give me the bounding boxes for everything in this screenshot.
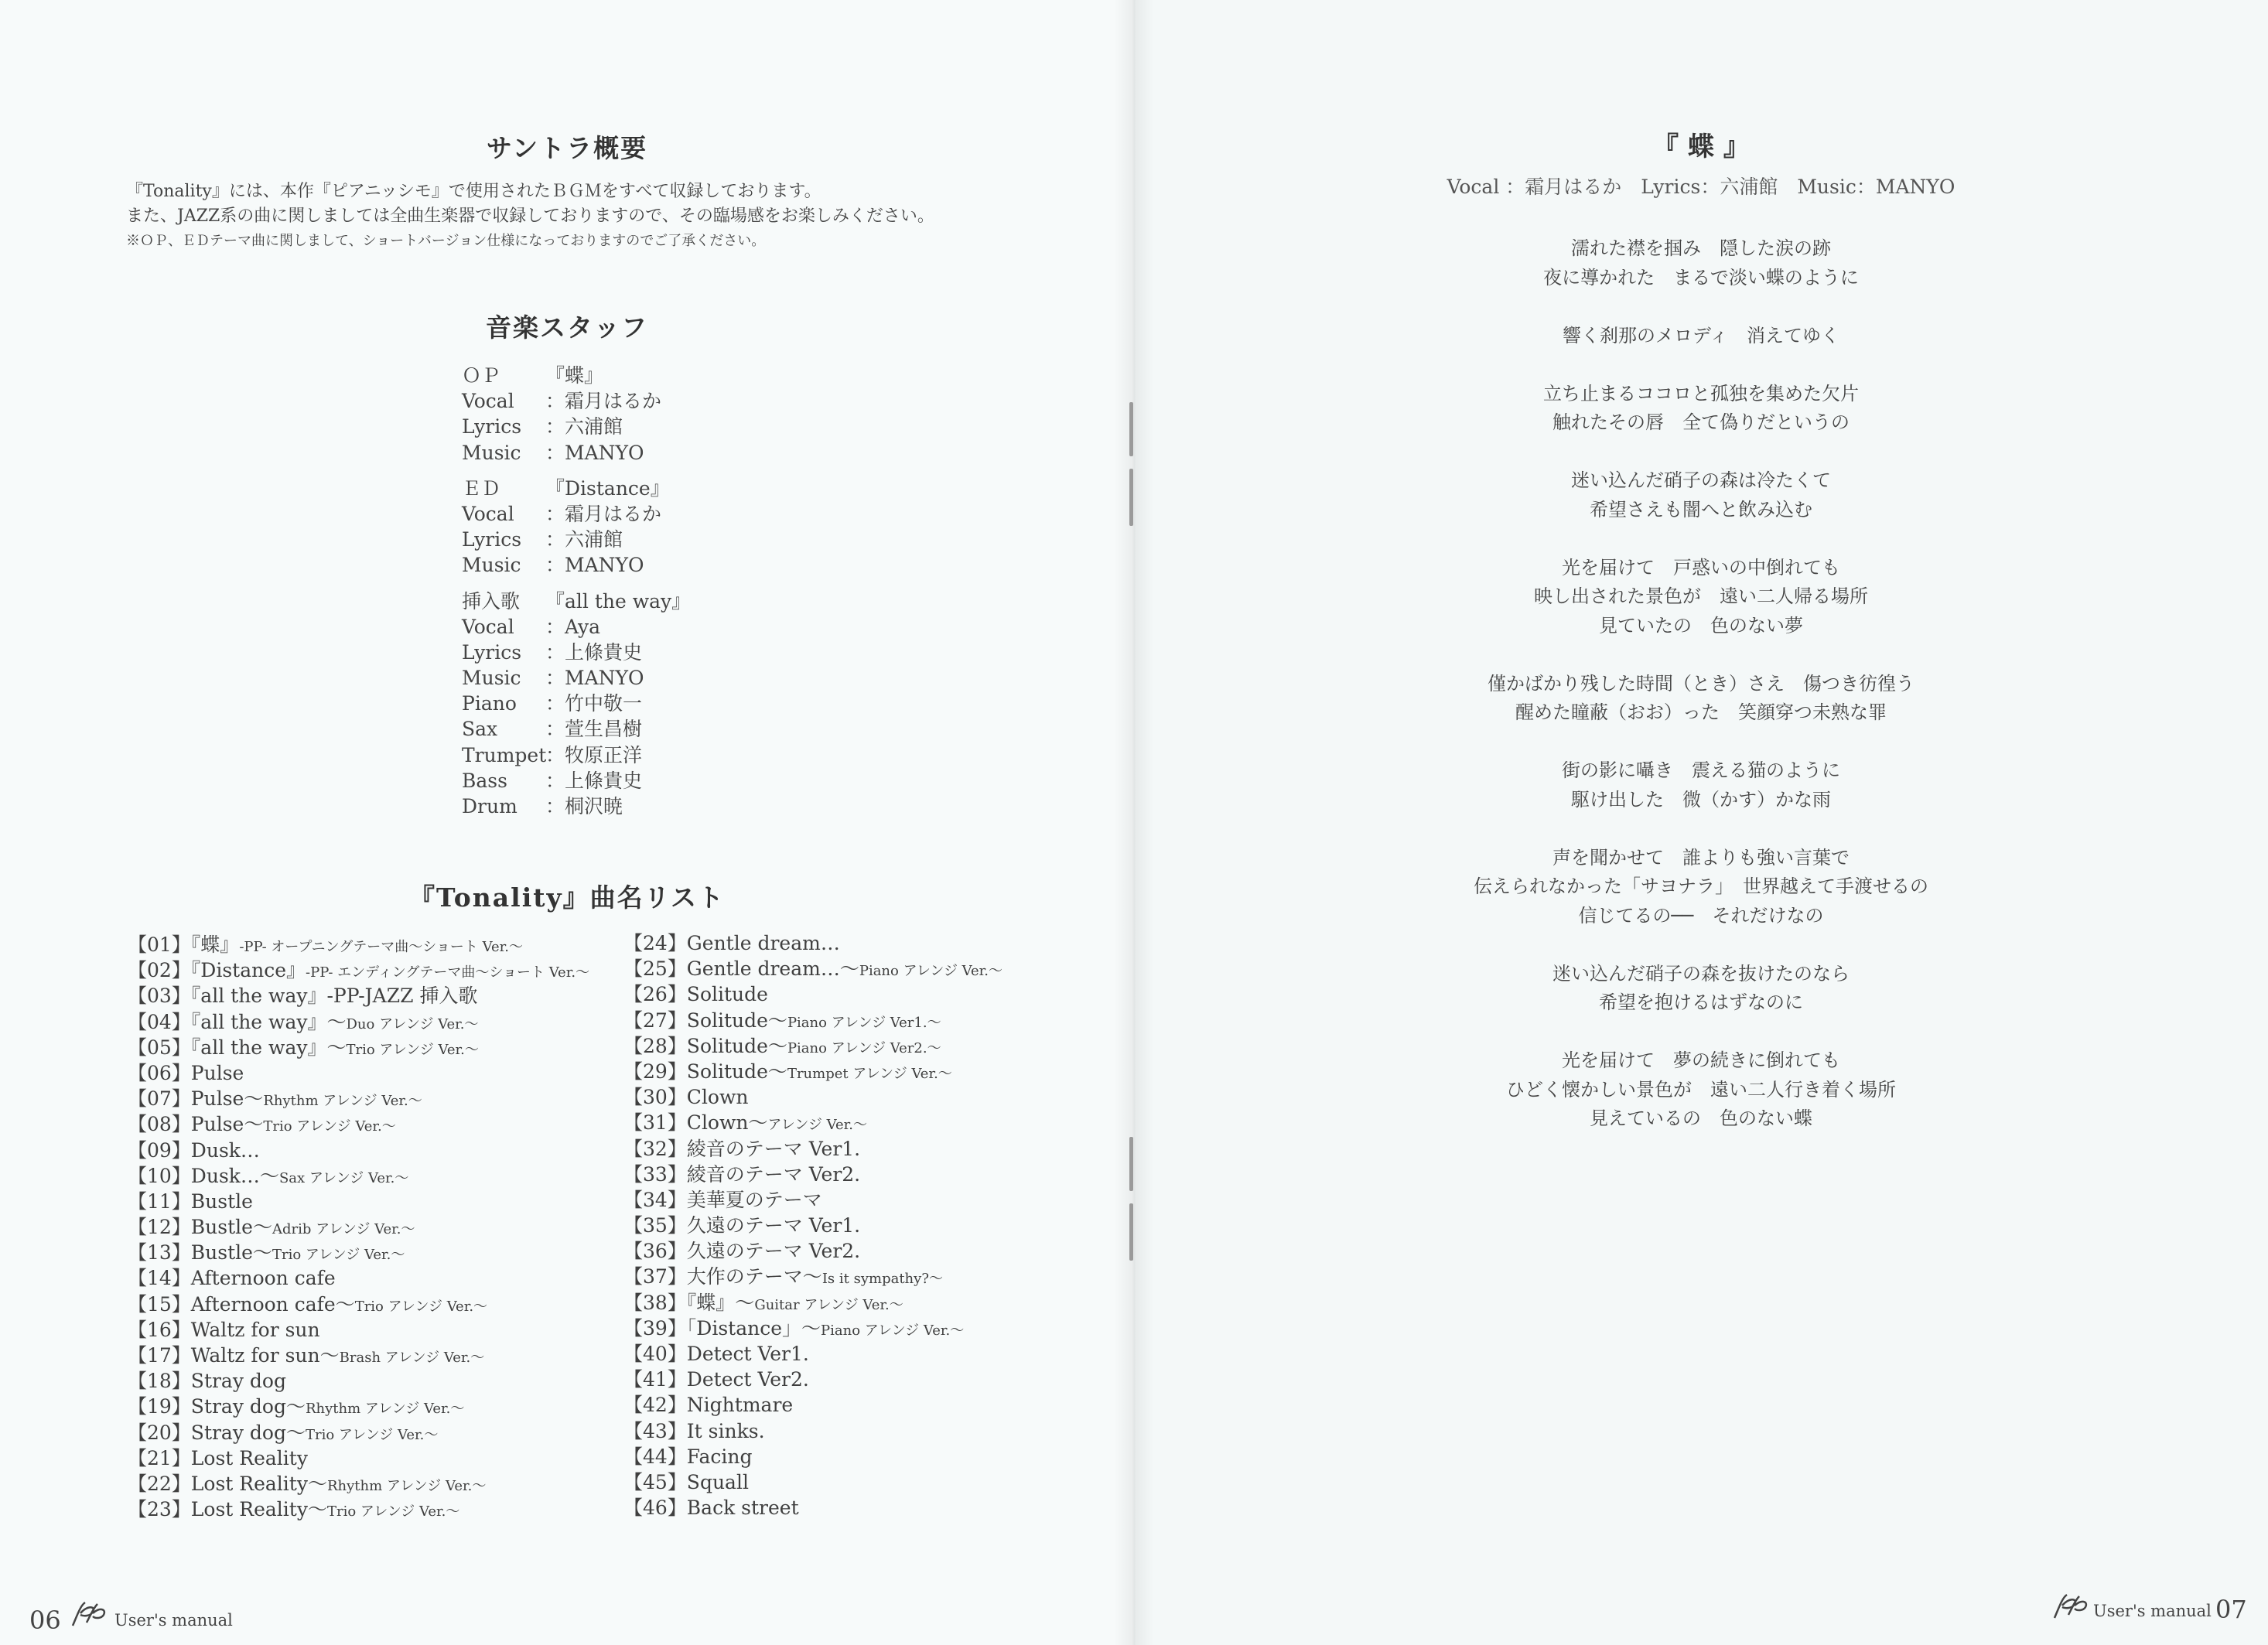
staff-value: ：Aya — [545, 615, 601, 638]
staff-row — [462, 793, 691, 819]
lyric-line: 駆け出した 微（かす）かな雨 — [1571, 788, 1831, 811]
staff-role: ＯＰ — [462, 364, 501, 387]
lyric-line: 光を届けて 夢の続きに倒れても — [1562, 1049, 1840, 1071]
intro-line: 『Tonality』には、本作『ピアニッシモ』で使用されたＢＧＭをすべて収録しております。 — [126, 182, 821, 201]
song-title: 『 蝶 』 — [1652, 131, 1750, 162]
staff-value: ：六浦館 — [545, 415, 623, 439]
staff-role: Music — [462, 441, 521, 464]
track-item — [623, 1290, 1002, 1316]
track-title: 【27】Solitude～ — [623, 1009, 787, 1032]
staff-row — [462, 414, 691, 439]
track-item — [128, 1292, 589, 1317]
lyric-stanza — [1134, 322, 2268, 351]
staple — [1129, 1203, 1133, 1261]
staff-row — [462, 589, 691, 614]
track-item — [623, 930, 1002, 956]
track-subtitle: Piano アレンジ Ver.～ — [859, 963, 1003, 980]
track-item — [128, 1394, 589, 1419]
track-item — [623, 1059, 1002, 1084]
track-item — [128, 983, 589, 1009]
track-item — [623, 1213, 1002, 1238]
track-item — [128, 1138, 589, 1163]
staff-row — [462, 363, 691, 388]
track-item — [128, 1471, 589, 1497]
staff-role: Vocal — [462, 502, 514, 525]
track-item — [128, 1009, 589, 1035]
track-item — [128, 1497, 589, 1522]
track-title: 【30】Clown — [623, 1086, 749, 1109]
lyric-line: 伝えられなかった「サヨナラ」 世界越えて手渡せるの — [1474, 875, 1928, 897]
footer-label-left: User's manual — [114, 1611, 233, 1630]
track-title: 【13】Bustle～ — [128, 1241, 272, 1264]
track-title: 【16】Waltz for sun — [128, 1318, 320, 1341]
staple — [1129, 1137, 1133, 1191]
staff-heading: 音楽スタッフ — [486, 312, 648, 343]
staff-role: Lyrics — [462, 640, 522, 664]
staff-row — [462, 768, 691, 793]
track-title: 【19】Stray dog～ — [128, 1395, 306, 1418]
lyric-stanza — [1134, 1046, 2268, 1134]
pp-logo-icon — [70, 1599, 107, 1629]
staff-role: Drum — [462, 795, 517, 817]
track-title: 【12】Bustle～ — [128, 1216, 272, 1239]
lyric-stanza — [1134, 466, 2268, 524]
lyric-line: ひどく懐かしい景色が 遠い二人行き着く場所 — [1506, 1078, 1896, 1101]
pp-logo-icon — [2051, 1592, 2089, 1621]
lyric-line: 信じてるの── それだけなの — [1578, 904, 1824, 927]
track-title: 【10】Dusk…～ — [128, 1164, 279, 1187]
track-title: 【46】Back street — [623, 1497, 799, 1520]
track-item — [128, 1420, 589, 1445]
staff-role: ＥＤ — [462, 476, 501, 500]
track-subtitle: Trio アレンジ Ver.～ — [272, 1247, 405, 1264]
track-title: 【42】Nightmare — [623, 1394, 794, 1417]
track-subtitle: -PP- エンディングテーマ曲～ショート Ver.～ — [306, 964, 590, 981]
track-item — [623, 1110, 1002, 1135]
lyric-line: 映し出された景色が 遠い二人帰る場所 — [1534, 585, 1868, 607]
footer-label-right: User's manual — [2093, 1602, 2212, 1620]
track-title: 【24】Gentle dream… — [623, 932, 840, 954]
track-title: 【06】Pulse — [128, 1061, 244, 1084]
track-item — [623, 1367, 1002, 1392]
track-item — [623, 1418, 1002, 1444]
track-item — [128, 1240, 589, 1265]
track-title: 【40】Detect Ver1. — [623, 1343, 809, 1365]
staff-list — [462, 363, 691, 819]
track-subtitle: Piano アレンジ Ver2.～ — [787, 1039, 941, 1056]
track-subtitle: アレンジ Ver.～ — [767, 1117, 867, 1134]
track-item — [623, 1008, 1002, 1033]
track-item — [128, 1317, 589, 1343]
lyric-line: 立ち止まるココロと孤独を集めた欠片 — [1543, 382, 1859, 404]
track-item — [128, 1086, 589, 1111]
track-subtitle: -PP- オープニングテーマ曲～ショート Ver.～ — [239, 939, 523, 955]
track-title: 【01】『蝶』 — [128, 933, 240, 956]
track-title: 【35】久遠のテーマ Ver1. — [623, 1214, 861, 1237]
staff-row — [462, 552, 691, 578]
track-title: 【11】Bustle — [128, 1189, 253, 1213]
staff-role: Lyrics — [462, 415, 522, 439]
track-title: 【33】綾音のテーマ Ver2. — [623, 1162, 861, 1186]
lyric-line: 夜に導かれた まるで淡い蝶のように — [1543, 266, 1859, 288]
lyric-stanza — [1134, 670, 2268, 728]
track-subtitle: Piano アレンジ Ver.～ — [821, 1322, 965, 1339]
lyric-line: 触れたその唇 全て偽りだというの — [1552, 411, 1850, 433]
track-item — [623, 1495, 1002, 1520]
track-item — [623, 1264, 1002, 1289]
lyric-line: 醒めた瞳蔽（おお）った 笑顔穿つ未熟な罪 — [1515, 701, 1887, 723]
staff-role: Sax — [462, 718, 498, 741]
lyric-stanza — [1134, 554, 2268, 641]
track-subtitle: Rhythm アレンジ Ver.～ — [263, 1093, 422, 1110]
track-title: 【21】Lost Reality — [128, 1446, 308, 1469]
track-title: 【26】Solitude — [623, 983, 768, 1006]
intro-text — [126, 179, 934, 254]
staff-role: Music — [462, 667, 521, 690]
track-title: 【04】『all the way』～ — [128, 1010, 347, 1033]
track-item — [623, 1136, 1002, 1162]
track-title: 【22】Lost Reality～ — [128, 1472, 327, 1495]
lyric-line: 見えているの 色のない蝶 — [1590, 1107, 1812, 1129]
track-subtitle: Duo アレンジ Ver.～ — [346, 1015, 479, 1032]
staff-role: Music — [462, 554, 521, 577]
track-subtitle: Is it sympathy?～ — [821, 1271, 943, 1288]
staff-row — [462, 440, 691, 466]
staff-value: ：霜月はるか — [545, 390, 662, 413]
lyric-line: 迷い込んだ硝子の森は冷たくて — [1571, 469, 1831, 491]
staff-value: ：竹中敬一 — [545, 692, 643, 715]
track-title: 【41】Detect Ver2. — [623, 1368, 809, 1391]
track-item — [623, 1341, 1002, 1367]
lyric-stanza — [1134, 234, 2268, 292]
track-title: 【32】綾音のテーマ Ver1. — [623, 1137, 861, 1160]
staff-role: Bass — [462, 769, 507, 792]
track-item — [623, 1187, 1002, 1213]
track-item — [623, 1469, 1002, 1495]
soundtrack-heading: サントラ概要 — [486, 133, 648, 163]
track-subtitle: Sax アレンジ Ver.～ — [278, 1169, 409, 1186]
track-title: 【05】『all the way』～ — [128, 1036, 347, 1059]
track-title: 【08】Pulse～ — [128, 1113, 264, 1136]
lyric-line: 街の影に囁き 震える猫のように — [1562, 759, 1840, 781]
staff-role: Vocal — [462, 615, 514, 638]
staff-role: Piano — [462, 692, 517, 715]
track-item — [128, 1111, 589, 1137]
track-item — [128, 1035, 589, 1060]
lyrics — [1134, 234, 2268, 1162]
staff-row — [462, 614, 691, 640]
staff-row — [462, 476, 691, 501]
track-title: 【36】久遠のテーマ Ver2. — [623, 1240, 861, 1263]
intro-line: また、JAZZ系の曲に関しましては全曲生楽器で収録しておりますので、その臨場感をお楽しみください。 — [126, 206, 934, 226]
staff-row — [462, 665, 691, 691]
staff-value: 『Distance』 — [545, 476, 670, 500]
track-subtitle: Trio アレンジ Ver.～ — [326, 1503, 460, 1520]
staff-value: 『all the way』 — [545, 589, 692, 613]
staple — [1129, 469, 1133, 526]
track-item — [623, 1033, 1002, 1059]
staff-value: ：MANYO — [545, 554, 644, 577]
track-title: 【23】Lost Reality～ — [128, 1498, 327, 1521]
track-subtitle: Rhythm アレンジ Ver.～ — [326, 1477, 487, 1494]
staff-row — [462, 691, 691, 716]
track-subtitle: Guitar アレンジ Ver.～ — [754, 1296, 903, 1313]
track-item — [128, 1445, 589, 1471]
track-title: 【44】Facing — [623, 1445, 753, 1468]
track-item — [128, 932, 589, 957]
track-item — [623, 1084, 1002, 1110]
lyric-line: 濡れた襟を掴み 隠した涙の跡 — [1571, 237, 1831, 259]
tracklist-column-1 — [128, 932, 589, 1522]
staff-row — [462, 388, 691, 414]
track-title: 【02】『Distance』 — [128, 959, 306, 982]
track-item — [623, 1238, 1002, 1264]
staff-row — [462, 527, 691, 552]
track-item — [128, 1368, 589, 1394]
track-title: 【43】It sinks. — [623, 1419, 765, 1442]
lyric-line: 見ていたの 色のない夢 — [1599, 614, 1803, 636]
right-page — [1134, 0, 2268, 1645]
lyric-line: 迷い込んだ硝子の森を抜けたのなら — [1552, 962, 1850, 985]
staff-value: ：萱生昌樹 — [545, 718, 643, 741]
staff-role: Lyrics — [462, 528, 522, 551]
track-subtitle: Trio アレンジ Ver.～ — [346, 1041, 479, 1058]
track-title: 【18】Stray dog — [128, 1370, 286, 1393]
staff-row — [462, 716, 691, 742]
track-item — [128, 1189, 589, 1214]
track-item — [128, 1343, 589, 1368]
lyric-line: 響く刹那のメロディ 消えてゆく — [1562, 324, 1840, 346]
tracklist-heading: 『Tonality』曲名リスト — [409, 882, 725, 913]
track-subtitle: Trio アレンジ Ver.～ — [354, 1298, 488, 1315]
staff-role: Trumpet — [462, 743, 547, 766]
page-number-left: 06 — [29, 1606, 61, 1635]
track-title: 【45】Squall — [623, 1470, 749, 1493]
book-gutter — [1114, 0, 1154, 1645]
track-item — [623, 1392, 1002, 1418]
track-item — [128, 957, 589, 983]
staff-role: Vocal — [462, 390, 514, 413]
track-title: 【34】美華夏のテーマ — [623, 1188, 822, 1211]
track-subtitle: Piano アレンジ Ver1.～ — [787, 1014, 941, 1031]
staff-value: ：桐沢暁 — [545, 795, 623, 817]
track-subtitle: Brash アレンジ Ver.～ — [339, 1350, 485, 1366]
lyric-stanza — [1134, 844, 2268, 931]
track-item — [623, 1316, 1002, 1341]
track-item — [623, 1444, 1002, 1469]
staff-value: ：MANYO — [545, 441, 644, 464]
track-title: 【07】Pulse～ — [128, 1087, 264, 1111]
lyric-line: 声を聞かせて 誰よりも強い言葉で — [1552, 846, 1850, 869]
staff-row — [462, 640, 691, 665]
track-title: 【28】Solitude～ — [623, 1034, 787, 1057]
track-subtitle: Trio アレンジ Ver.～ — [263, 1118, 396, 1135]
track-subtitle: Rhythm アレンジ Ver.～ — [305, 1401, 465, 1418]
staff-value: ：上條貴史 — [545, 769, 643, 792]
staff-row — [462, 742, 691, 768]
lyric-line: 希望さえも闇へと飲み込む — [1590, 498, 1812, 520]
track-title: 【37】大作のテーマ～ — [623, 1265, 822, 1288]
lyric-line: 光を届けて 戸惑いの中倒れても — [1562, 556, 1840, 578]
track-item — [128, 1060, 589, 1086]
staff-value: ：牧原正洋 — [545, 743, 643, 766]
staple — [1129, 402, 1133, 456]
lyric-line: 希望を抱けるはずなのに — [1599, 991, 1803, 1013]
track-item — [623, 1162, 1002, 1187]
song-credits: Vocal ：霜月はるか Lyrics：六浦館 Music：MANYO — [1447, 176, 1955, 198]
track-title: 【03】『all the way』-PP-JAZZ 挿入歌 — [128, 985, 478, 1008]
track-item — [128, 1214, 589, 1240]
track-title: 【29】Solitude～ — [623, 1060, 787, 1083]
track-item — [128, 1163, 589, 1189]
lyric-stanza — [1134, 756, 2268, 814]
track-title: 【31】Clown～ — [623, 1111, 768, 1135]
track-title: 【09】Dusk… — [128, 1138, 260, 1162]
track-subtitle: Adrib アレンジ Ver.～ — [272, 1221, 415, 1238]
track-item — [128, 1265, 589, 1291]
track-title: 【15】Afternoon cafe～ — [128, 1292, 355, 1316]
lyric-stanza — [1134, 960, 2268, 1018]
staff-value: 『蝶』 — [545, 364, 604, 387]
staff-row — [462, 501, 691, 527]
track-title: 【17】Waltz for sun～ — [128, 1344, 340, 1367]
track-title: 【25】Gentle dream…～ — [623, 957, 859, 981]
intro-note: ※ＯＰ、ＥＤテーマ曲に関しまして、ショートバージョン仕様になっておりますのでご了承ください。 — [126, 233, 766, 249]
track-subtitle: Trio アレンジ Ver.～ — [305, 1426, 439, 1443]
track-item — [623, 956, 1002, 981]
track-title: 【14】Afternoon cafe — [128, 1267, 336, 1290]
tracklist-column-2 — [623, 930, 1002, 1520]
track-title: 【38】『蝶』～ — [623, 1291, 755, 1314]
staff-value: ：六浦館 — [545, 528, 623, 551]
track-item — [623, 981, 1002, 1007]
page-number-right: 07 — [2215, 1595, 2247, 1624]
track-title: 【20】Stray dog～ — [128, 1421, 306, 1444]
staff-role: 挿入歌 — [462, 589, 521, 613]
staff-value: ：霜月はるか — [545, 502, 662, 525]
track-title: 【39】「Distance」～ — [623, 1316, 821, 1340]
staff-value: ：上條貴史 — [545, 640, 643, 664]
lyric-stanza — [1134, 380, 2268, 438]
lyric-line: 僅かばかり残した時間（とき）さえ 傷つき彷徨う — [1488, 672, 1914, 695]
track-subtitle: Trumpet アレンジ Ver.～ — [787, 1065, 952, 1082]
staff-value: ：MANYO — [545, 667, 644, 690]
